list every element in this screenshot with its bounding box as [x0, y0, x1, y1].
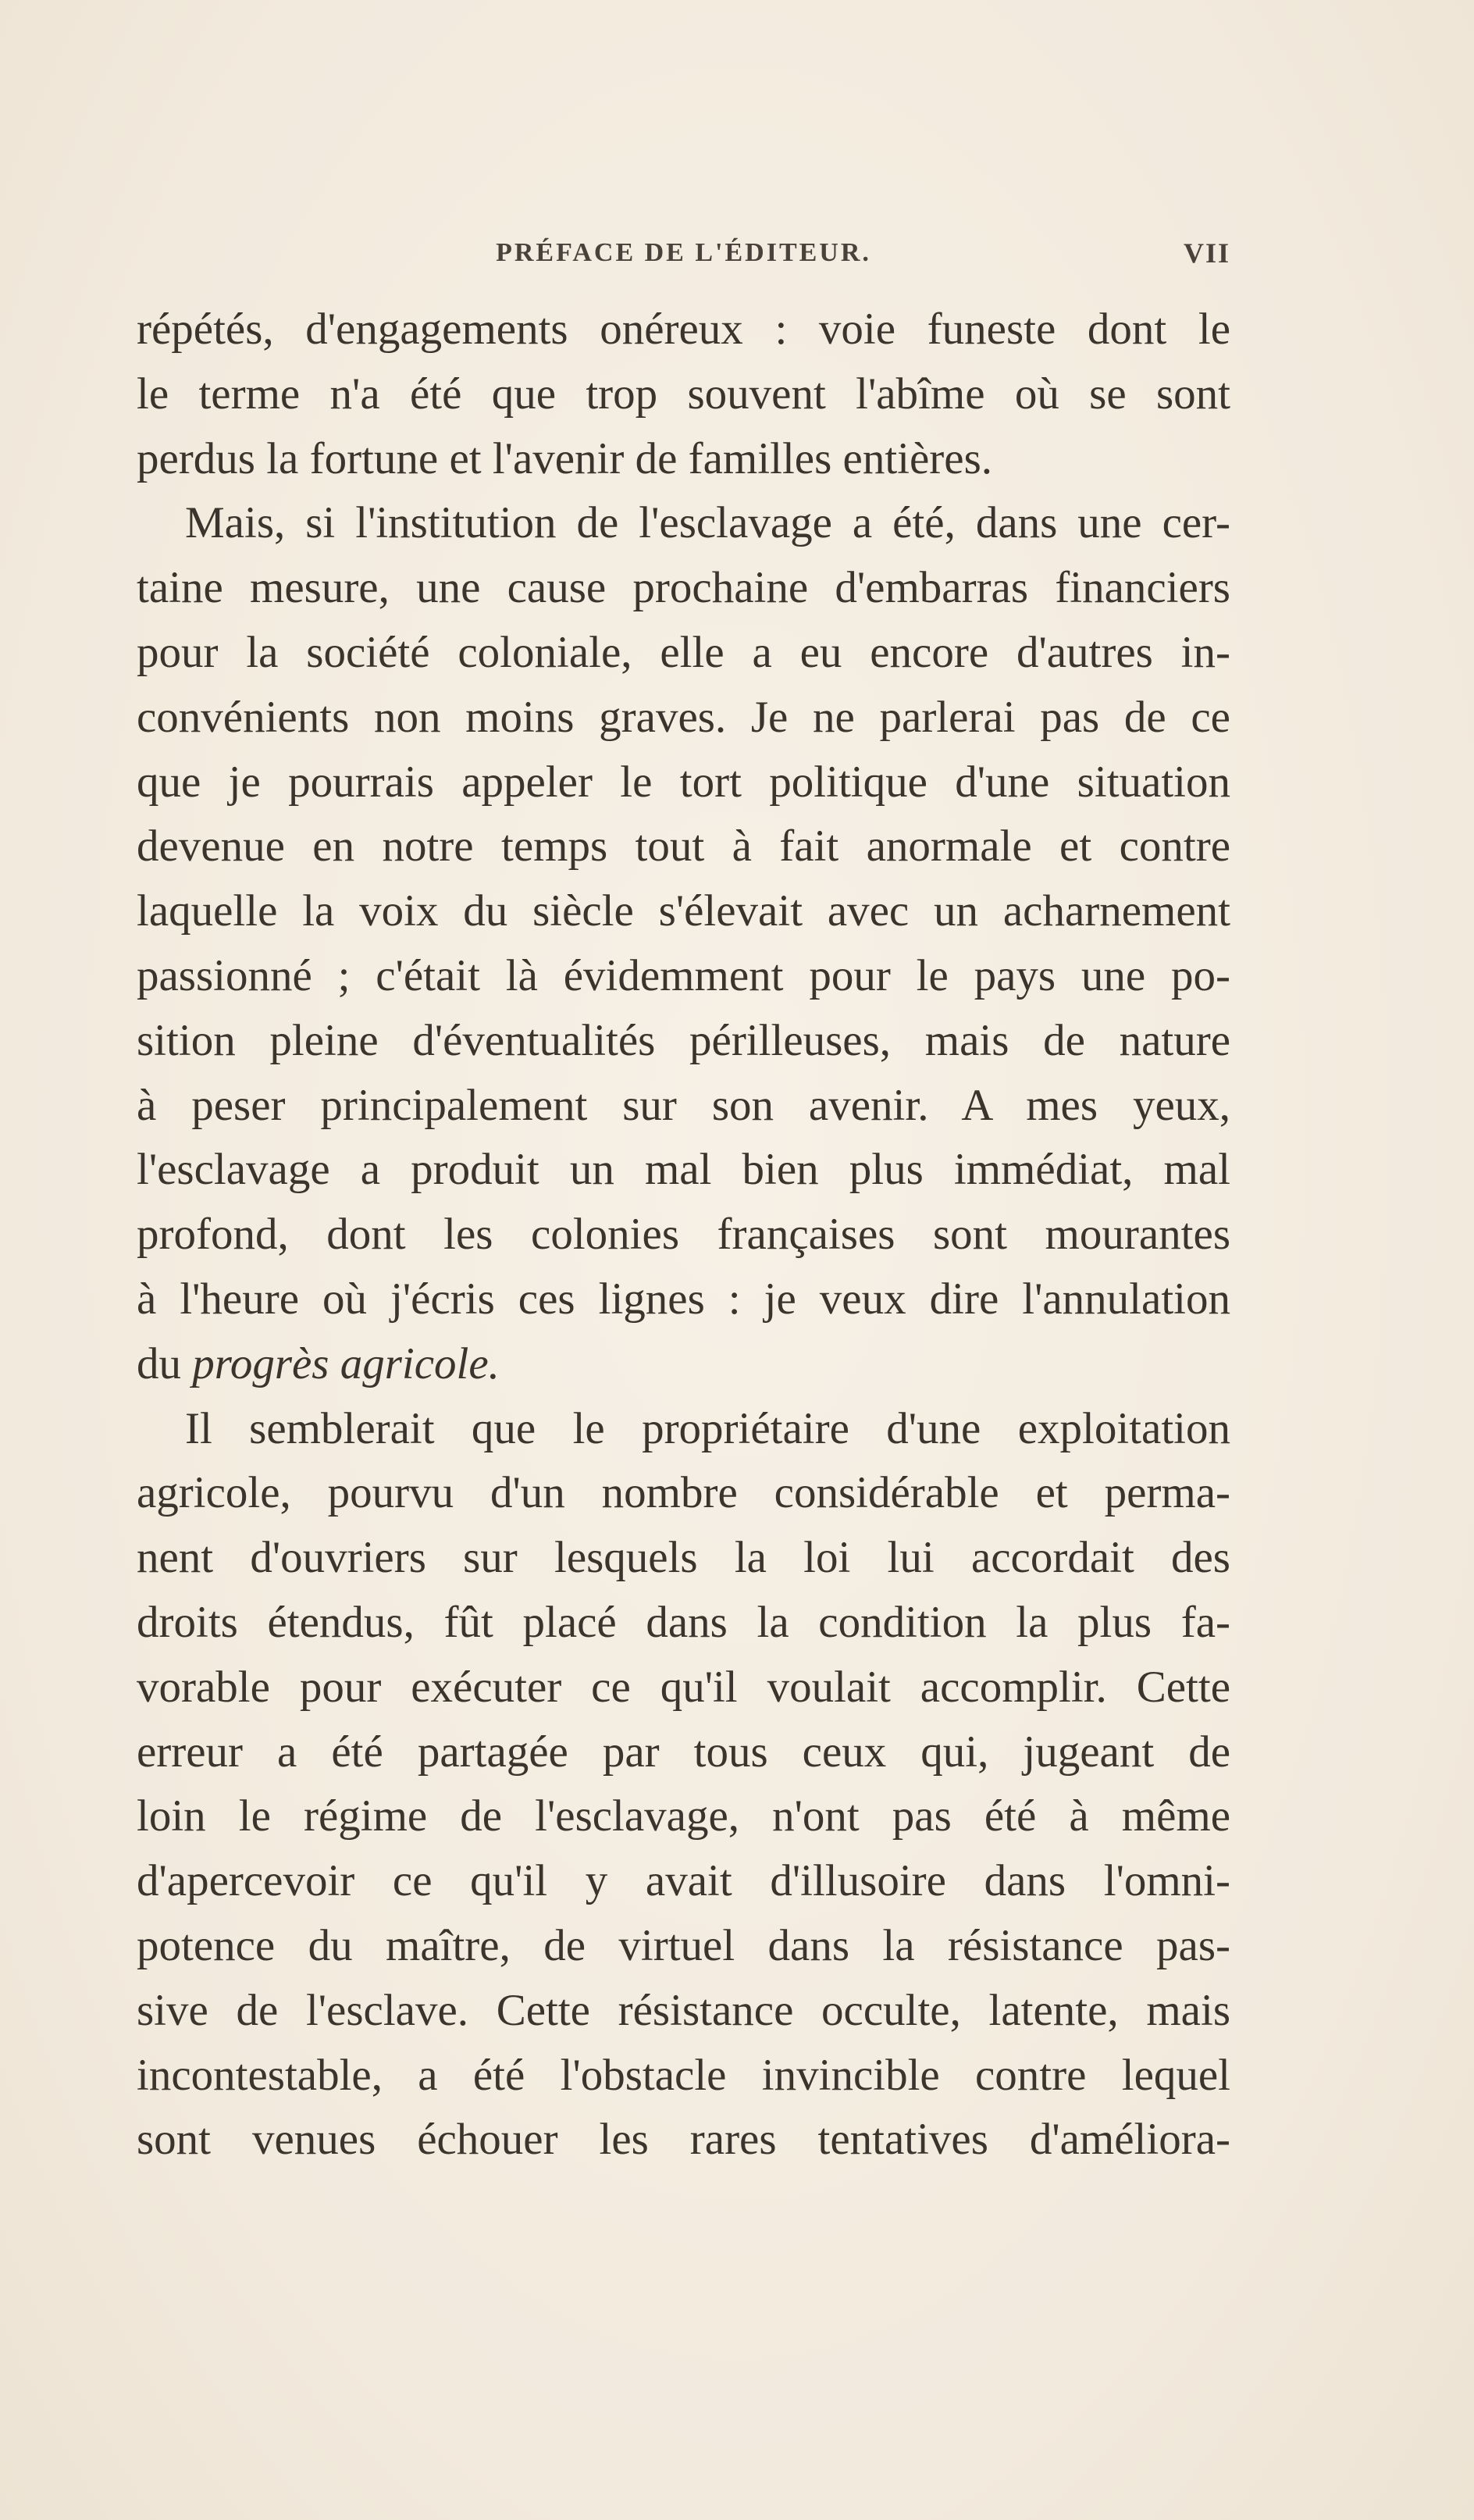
- text-line-content: sont venues échouer les rares tentatives d'améliora-: [137, 2115, 1230, 2165]
- running-head-title: PRÉFACE DE L'ÉDITEUR.: [496, 238, 871, 267]
- text-line: [137, 879, 1230, 944]
- text-line-content: sive de l'esclave. Cette résistance occulte, latente, mais: [137, 1985, 1230, 2035]
- text-line-content: pour la société coloniale, elle a eu encore d'autres in-: [137, 627, 1230, 677]
- text-line-content: loin le régime de l'esclavage, n'ont pas été à même: [137, 1791, 1230, 1841]
- text-line: [137, 750, 1230, 815]
- text-line: [137, 2108, 1230, 2172]
- text-line: [137, 1332, 1230, 1397]
- text-line: [137, 1397, 1230, 1462]
- text-line: [137, 1138, 1230, 1203]
- running-head: [137, 231, 1230, 275]
- text-line-content: convénients non moins graves. Je ne parlerai pas de ce: [137, 692, 1230, 742]
- text-line: [137, 1591, 1230, 1656]
- text-line-content: Il semblerait que le propriétaire d'une exploitation: [185, 1403, 1230, 1453]
- text-line: [137, 1461, 1230, 1526]
- text-line: [137, 1203, 1230, 1267]
- text-line-content: répétés, d'engagements onéreux : voie funeste dont le: [137, 305, 1230, 354]
- text-line: [137, 1267, 1230, 1332]
- text-line: [137, 1979, 1230, 2044]
- text-line-content: l'esclavage a produit un mal bien plus immédiat, mal: [137, 1145, 1230, 1195]
- italic-emphasis: progrès agricole.: [192, 1338, 500, 1388]
- text-line: [137, 1009, 1230, 1074]
- text-line-content: incontestable, a été l'obstacle invincible contre lequel: [137, 2050, 1230, 2100]
- text-line-content: laquelle la voix du siècle s'élevait avec un acharnement: [137, 886, 1230, 936]
- text-line: [137, 621, 1230, 686]
- text-line-content: que je pourrais appeler le tort politique d'une situation: [137, 757, 1230, 807]
- text-line-content: taine mesure, une cause prochaine d'embarras financiers: [137, 563, 1230, 613]
- text-line-content: perdus la fortune et l'avenir de familles entières.: [137, 433, 992, 483]
- body-text: [137, 298, 1230, 2172]
- text-line: [137, 944, 1230, 1009]
- text-line-content: Mais, si l'institution de l'esclavage a été, dans une cer-: [185, 498, 1230, 548]
- text-line: [137, 2044, 1230, 2108]
- text-line: [137, 814, 1230, 879]
- text-line-content: sition pleine d'éventualités périlleuses, mais de nature: [137, 1015, 1230, 1065]
- text-line-content: droits étendus, fût placé dans la condition la plus fa-: [137, 1597, 1230, 1647]
- text-line-content: passionné ; c'était là évidemment pour le pays une po-: [137, 950, 1230, 1000]
- text-line-content: nent d'ouvriers sur lesquels la loi lui accordait des: [137, 1533, 1230, 1583]
- text-line-content: erreur a été partagée par tous ceux qui, jugeant de: [137, 1727, 1230, 1777]
- text-line: [137, 362, 1230, 427]
- text-line-content: vorable pour exécuter ce qu'il voulait accomplir. Cette: [137, 1662, 1230, 1712]
- text-line-content: potence du maître, de virtuel dans la résistance pas-: [137, 1920, 1230, 1970]
- text-line: [137, 1526, 1230, 1591]
- text-line: [137, 1849, 1230, 1914]
- text-line: [137, 427, 1230, 492]
- text-line-content: agricole, pourvu d'un nombre considérable et perma-: [137, 1468, 1230, 1518]
- page-number: VII: [1183, 237, 1230, 269]
- text-line-content: d'apercevoir ce qu'il y avait d'illusoire dans l'omni-: [137, 1856, 1230, 1906]
- text-line: [137, 686, 1230, 750]
- text-line: [137, 1784, 1230, 1849]
- text-line: [137, 1074, 1230, 1139]
- text-line-content: à peser principalement sur son avenir. A mes yeux,: [137, 1080, 1230, 1130]
- text-line: [137, 1914, 1230, 1979]
- text-line: [137, 1656, 1230, 1720]
- text-line: [137, 491, 1230, 556]
- text-line: [137, 298, 1230, 362]
- text-line-content: à l'heure où j'écris ces lignes : je veux dire l'annulation: [137, 1274, 1230, 1324]
- text-line-content: devenue en notre temps tout à fait anormale et contre: [137, 822, 1230, 871]
- text-line-content: du: [137, 1338, 193, 1388]
- text-line-content: profond, dont les colonies françaises sont mourantes: [137, 1210, 1230, 1260]
- text-line: [137, 556, 1230, 621]
- text-line: [137, 1720, 1230, 1785]
- text-line-content: le terme n'a été que trop souvent l'abîme où se sont: [137, 369, 1230, 419]
